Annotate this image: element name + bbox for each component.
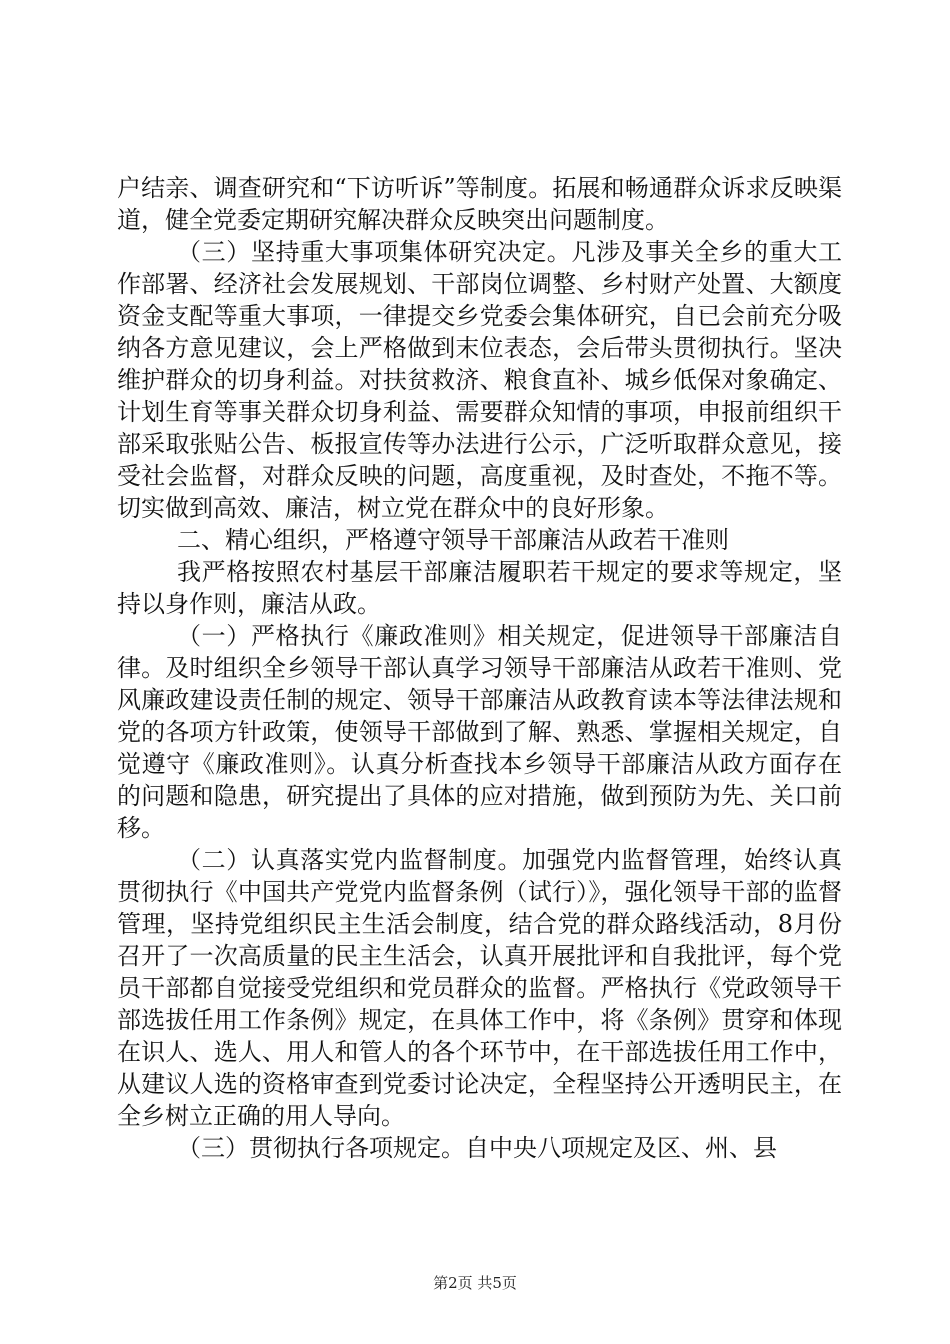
paragraph-6: （三）贯彻执行各项规定。自中央八项规定及区、州、县 — [177, 1134, 777, 1162]
paragraph-5: （二）认真落实党内监督制度。加强党内监督管理，始终认真贯彻执行《中国共产党党内监督条例（试行）》，强化领导干部的监督管理，坚持党组织民主生活会制度，结合党的群众路线活动，8月份召开了一次高质量的民主生活会，认真开展批评和自我批评，每个党员干部都自觉接受党组织和党员群众的监督。严格执行《党政领导干部选拔任用工作条例》规定，在具体工作中，将《条例》贯穿和体现在识人、选人、用人和管人的各个环节中，在干部选拔任用工作中，从建议人选的资格审查到党委讨论决定，全程坚持公开透明民主，在全乡树立正确的用人导向。 — [117, 846, 842, 1130]
page-footer: 第2页 共5页 — [433, 1274, 517, 1292]
section-heading: 二、精心组织，严格遵守领导干部廉洁从政若干准则 — [177, 526, 729, 554]
paragraph-1: 户结亲、调查研究和“下访听诉”等制度。拓展和畅通群众诉求反映渠道，健全党委定期研究解决群众反映突出问题制度。 — [117, 174, 842, 234]
document-body — [117, 172, 842, 1164]
paragraph-3: 我严格按照农村基层干部廉洁履职若干规定的要求等规定，坚持以身作则，廉洁从政。 — [117, 558, 842, 618]
paragraph-2: （三）坚持重大事项集体研究决定。凡涉及事关全乡的重大工作部署、经济社会发展规划、干部岗位调整、乡村财产处置、大额度资金支配等重大事项，一律提交乡党委会集体研究，自已会前充分吸纳各方意见建议，会上严格做到末位表态，会后带头贯彻执行。坚决维护群众的切身利益。对扶贫救济、粮食直补、城乡低保对象确定、计划生育等事关群众切身利益、需要群众知情的事项，申报前组织干部采取张贴公告、板报宣传等办法进行公示，广泛听取群众意见，接受社会监督，对群众反映的问题，高度重视，及时查处，不拖不等。切实做到高效、廉洁，树立党在群众中的良好形象。 — [117, 238, 842, 522]
paragraph-4: （一）严格执行《廉政准则》相关规定，促进领导干部廉洁自律。及时组织全乡领导干部认真学习领导干部廉洁从政若干准则、党风廉政建设责任制的规定、领导干部廉洁从政教育读本等法律法规和党的各项方针政策，使领导干部做到了解、熟悉、掌握相关规定，自觉遵守《廉政准则》。认真分析查找本乡领导干部廉洁从政方面存在的问题和隐患，研究提出了具体的应对措施，做到预防为先、关口前移。 — [117, 622, 842, 842]
